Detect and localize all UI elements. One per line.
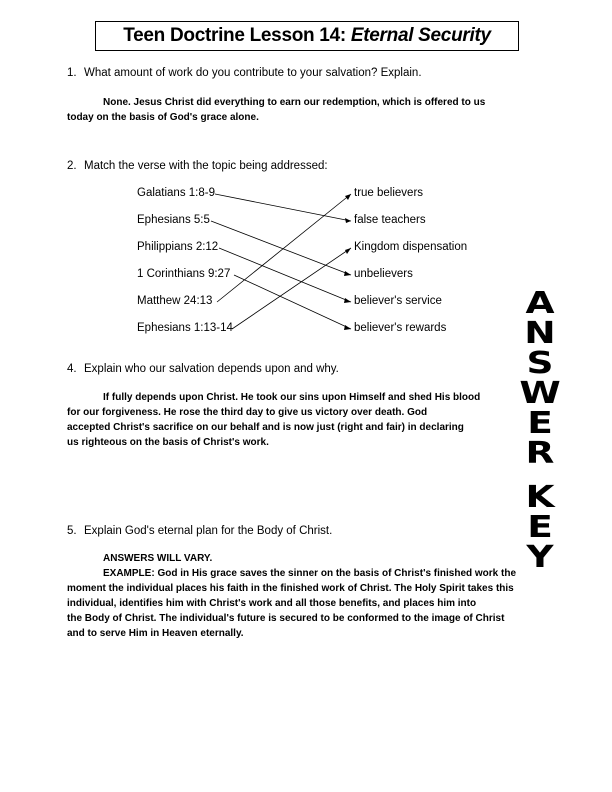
- topic-item: unbelievers: [354, 268, 413, 280]
- answer-4-line: accepted Christ's sacrifice on our behalf and is now just (right and fair) in declaring: [67, 422, 464, 433]
- answer-4-line: If fully depends upon Christ. He took our sins upon Himself and shed His blood: [103, 392, 481, 403]
- answer-key-letter: E: [527, 510, 553, 545]
- title-main: Teen Doctrine Lesson 14:: [123, 25, 346, 46]
- match-line: [217, 194, 351, 302]
- question-4: 4. Explain who our salvation depends upon and why.: [67, 363, 339, 375]
- answer-key-letter: R: [525, 436, 555, 471]
- answer-4-line: us righteous on the basis of Christ's work.: [67, 437, 269, 448]
- match-line: [211, 221, 351, 275]
- question-5: 5. Explain God's eternal plan for the Body of Christ.: [67, 525, 333, 537]
- answer-key-letter: N: [524, 316, 556, 351]
- arrowhead: [344, 325, 351, 330]
- question-1: 1. What amount of work do you contribute to your salvation? Explain.: [67, 67, 422, 79]
- verse-item: Ephesians 5:5: [137, 214, 210, 226]
- answer-5-line: individual, identifies him with Christ's work and all those benefits, and places him into: [67, 598, 477, 609]
- match-line: [219, 248, 351, 302]
- arrowhead: [345, 248, 351, 254]
- verse-item: Philippians 2:12: [137, 241, 219, 253]
- question-4-text: Explain who our salvation depends upon and why.: [84, 363, 339, 375]
- answer-1-line: None. Jesus Christ did everything to earn our redemption, which is offered to us: [103, 97, 486, 108]
- answer-5-line: the Body of Christ. The individual's future is secured to be conformed to the image of Christ: [67, 613, 505, 624]
- match-line: [232, 248, 351, 329]
- answer-5-header: ANSWERS WILL VARY.: [103, 553, 213, 564]
- answer-key-letter: W: [519, 376, 561, 411]
- topic-item: Kingdom dispensation: [354, 241, 468, 253]
- answer-4-line: for our forgiveness. He rose the third day to give us victory over death. God: [67, 407, 428, 418]
- question-5-text: Explain God's eternal plan for the Body of Christ.: [84, 525, 333, 537]
- question-1-text: What amount of work do you contribute to your salvation? Explain.: [84, 67, 422, 79]
- match-line: [234, 275, 351, 329]
- match-line: [215, 194, 351, 221]
- verse-item: Matthew 24:13: [137, 295, 213, 307]
- title-subject: Eternal Security: [350, 25, 491, 46]
- answer-key-letter: K: [525, 480, 555, 515]
- answer-5-line: moment the individual places his faith in the finished work of Christ. The Holy Spirit takes this: [67, 583, 514, 594]
- answer-5: [67, 551, 545, 641]
- answer-key-letter: Y: [526, 540, 554, 575]
- question-2-text: Match the verse with the topic being addressed:: [84, 160, 328, 172]
- arrowhead: [345, 194, 351, 200]
- topic-item: believer's rewards: [354, 322, 447, 334]
- answer-key-letter: A: [525, 286, 555, 321]
- arrowhead: [344, 298, 351, 303]
- answer-4: [67, 390, 527, 450]
- answer-1-line: today on the basis of God's grace alone.: [67, 112, 259, 123]
- answer-5-line: and to serve Him in Heaven eternally.: [67, 628, 244, 639]
- question-2: 2. Match the verse with the topic being addressed:: [67, 160, 328, 172]
- topic-item: believer's service: [354, 295, 442, 307]
- arrowhead: [344, 271, 351, 276]
- verse-item: Ephesians 1:13-14: [137, 322, 233, 334]
- verse-item: 1 Corinthians 9:27: [137, 268, 231, 280]
- topic-item: false teachers: [354, 214, 426, 226]
- answer-key-letter: S: [526, 346, 554, 381]
- topic-item: true believers: [354, 187, 424, 199]
- answer-key-letter: E: [527, 406, 553, 441]
- verse-item: Galatians 1:8-9: [137, 187, 215, 199]
- answer-5-line: EXAMPLE: God in His grace saves the sinner on the basis of Christ's finished work the: [103, 568, 517, 579]
